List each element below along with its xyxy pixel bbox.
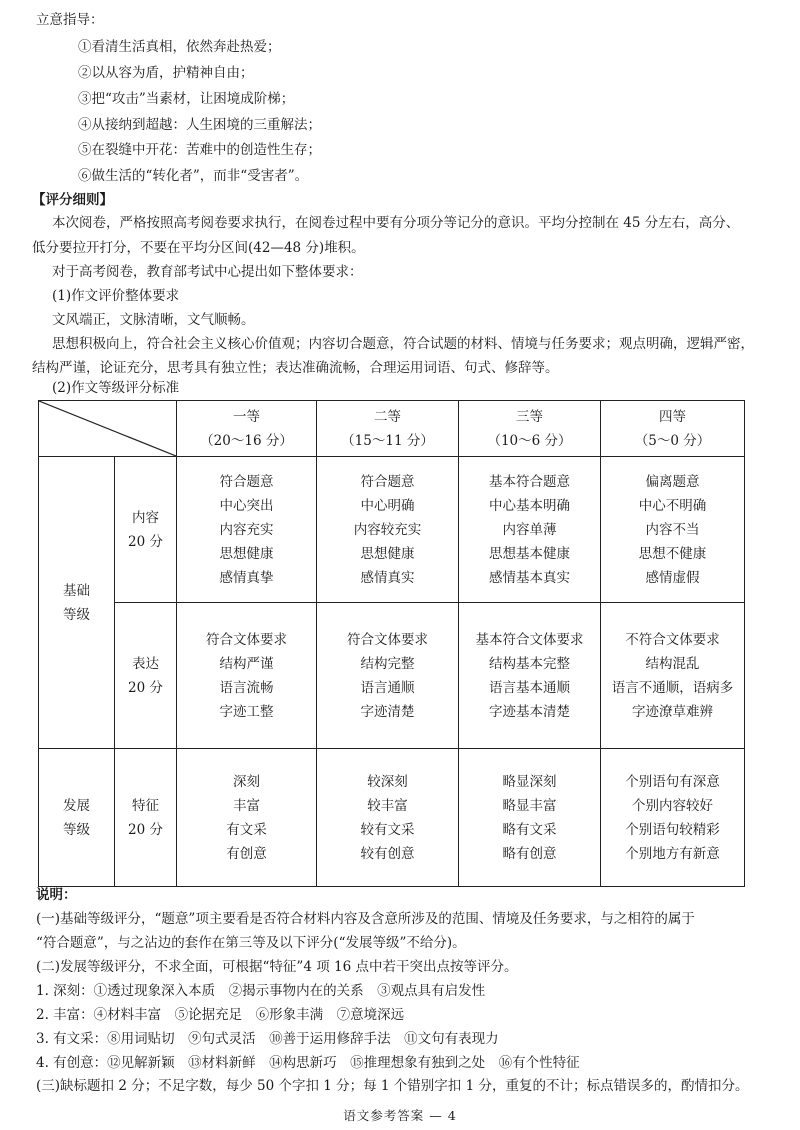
expression-name: 表达 [132, 655, 159, 672]
content-grade-4 [601, 457, 745, 603]
note-detail-1: 1. 深刻：①透过现象深入本质 ②揭示事物内在的关系 ③观点具有启发性 [36, 983, 486, 999]
table-cell-text: 略显深刻 [502, 773, 557, 790]
table-cell-text: 结构完整 [360, 655, 415, 672]
table-cell-text: 语言基本通顺 [489, 679, 570, 696]
feature-score: 20 分 [128, 821, 163, 838]
expression-label [115, 603, 177, 749]
content-score: 20 分 [128, 533, 163, 550]
dev-level-label-1: 发展 [63, 797, 90, 814]
content-grade-2 [317, 457, 459, 603]
table-cell-text: 语言流畅 [219, 679, 274, 696]
grade-4-range: （5～0 分） [634, 432, 711, 449]
content-grade-3 [459, 457, 601, 603]
feature-grade-1 [177, 749, 317, 887]
scoring-para-1b: 低分要拉开打分，不要在平均分区间(42—48 分)堆积。 [32, 240, 365, 256]
content-name: 内容 [132, 509, 159, 526]
table-cell-text: 结构混乱 [645, 655, 700, 672]
table-cell-text: 较有创意 [360, 845, 415, 862]
note-1b: “符合题意”，与之沾边的套作在第三等及以下评分(“发展等级”不给分)。 [36, 935, 466, 951]
table-cell-text: 有文采 [226, 821, 267, 838]
table-cell-text: 偏离题意 [645, 473, 700, 490]
table-cell-text: 深刻 [233, 773, 260, 790]
grade-1-header [177, 401, 317, 457]
table-cell-text: 思想健康 [360, 545, 415, 562]
table-cell-text: 内容单薄 [502, 521, 557, 538]
scoring-sub-1: (1)作文评价整体要求 [52, 288, 180, 304]
grade-3-range: （10～6 分） [487, 432, 572, 449]
table-cell-text: 符合文体要求 [347, 631, 428, 648]
table-cell-text: 略显丰富 [502, 797, 557, 814]
table-cell-text: 结构基本完整 [489, 655, 570, 672]
dev-level-label-2: 等级 [63, 821, 90, 838]
expression-grade-4 [601, 603, 745, 749]
grade-2-header [317, 401, 459, 457]
grade-2-range: （15～11 分） [341, 432, 434, 449]
table-cell-text: 字迹工整 [219, 703, 274, 720]
expression-row [39, 603, 745, 749]
note-detail-3: 3. 有文采：⑧用词贴切 ⑨句式灵活 ⑩善于运用修辞手法 ⑪文句有表现力 [36, 1031, 499, 1047]
scoring-sub-1b: 思想积极向上，符合社会主义核心价值观；内容切合题意，符合试题的材料、情境与任务要求；观点明确，逻辑严密， [52, 336, 754, 352]
table-cell-text: 个别内容较好 [632, 797, 713, 814]
table-cell-text: 思想健康 [219, 545, 274, 562]
table-cell-text: 中心突出 [219, 497, 274, 514]
guide-title: 立意指导： [36, 12, 104, 28]
table-cell-text: 内容充实 [219, 521, 274, 538]
scoring-heading: 【评分细则】 [32, 192, 113, 208]
grade-1-name: 一等 [233, 408, 260, 425]
table-cell-text: 基本符合题意 [489, 473, 570, 490]
table-cell-text: 思想不健康 [638, 545, 707, 562]
note-3: (三)缺标题扣 2 分；不足字数，每少 50 个字扣 1 分；每 1 个错别字扣 1 分，重复的不计；标点错误多的，酌情扣分。 [36, 1078, 749, 1094]
guide-item-2: ②以从容为盾，护精神自由； [78, 65, 254, 81]
table-cell-text: 较丰富 [367, 797, 408, 814]
feature-row [39, 749, 745, 887]
table-cell-text: 语言通顺 [360, 679, 415, 696]
content-grade-1 [177, 457, 317, 603]
scoring-para-2: 对于高考阅卷，教育部考试中心提出如下整体要求： [52, 264, 363, 280]
table-cell-text: 中心基本明确 [489, 497, 570, 514]
expression-grade-2 [317, 603, 459, 749]
grade-2-name: 二等 [374, 408, 401, 425]
content-label [115, 457, 177, 603]
diagonal-line [39, 401, 176, 456]
table-cell-text: 有创意 [226, 845, 267, 862]
table-cell-text: 感情真实 [360, 569, 415, 586]
scoring-sub-2: (2)作文等级评分标准 [52, 380, 180, 396]
guide-item-5: ⑤在裂缝中开花：苦难中的创造性生存； [78, 142, 321, 158]
table-cell-text: 较深刻 [367, 773, 408, 790]
table-cell-text: 中心明确 [360, 497, 415, 514]
guide-item-4: ④从接纳到超越：人生困境的三重解法； [78, 117, 321, 133]
page-footer: 语文参考答案 — 4 [343, 1108, 457, 1123]
grade-1-range: （20～16 分） [200, 432, 293, 449]
guide-item-6: ⑥做生活的“转化者”，而非“受害者”。 [78, 168, 309, 184]
expression-score: 20 分 [128, 679, 163, 696]
grade-3-name: 三等 [516, 408, 543, 425]
table-cell-text: 丰富 [233, 797, 260, 814]
feature-label [115, 749, 177, 887]
content-row [39, 457, 745, 603]
expression-grade-1 [177, 603, 317, 749]
table-cell-text: 字迹潦草难辨 [632, 703, 713, 720]
grade-4-header [601, 401, 745, 457]
table-cell-text: 中心不明确 [638, 497, 707, 514]
table-cell-text: 个别语句较精彩 [625, 821, 720, 838]
scoring-sub-1a: 文风端正，文脉清晰，文气顺畅。 [52, 312, 255, 328]
feature-grade-3 [459, 749, 601, 887]
table-cell-text: 略有创意 [502, 845, 557, 862]
table-cell-text: 个别语句有深意 [625, 773, 720, 790]
feature-name: 特征 [132, 797, 159, 814]
table-cell-text: 基本符合文体要求 [475, 631, 584, 648]
notes-heading: 说明： [36, 887, 77, 903]
table-cell-text: 语言不通顺，语病多 [611, 679, 734, 696]
table-cell-text: 个别地方有新意 [625, 845, 720, 862]
note-2: (二)发展等级评分，不求全面，可根据“特征”4 项 16 点中若干突出点按等评分。 [36, 959, 518, 975]
table-cell-text: 思想基本健康 [489, 545, 570, 562]
table-cell-text: 符合题意 [360, 473, 415, 490]
grade-3-header [459, 401, 601, 457]
guide-item-3: ③把“攻击”当素材，让困境成阶梯； [78, 91, 295, 107]
table-cell-text: 感情真挚 [219, 569, 274, 586]
table-cell-text: 符合题意 [219, 473, 274, 490]
table-cell-text: 感情虚假 [645, 569, 700, 586]
expression-grade-3 [459, 603, 601, 749]
table-cell-text: 字迹基本清楚 [489, 703, 570, 720]
grade-header-row [39, 401, 745, 457]
rubric-table [38, 400, 745, 887]
table-cell-text: 内容不当 [645, 521, 700, 538]
table-cell-text: 较有文采 [360, 821, 415, 838]
table-cell-text: 不符合文体要求 [625, 631, 720, 648]
table-cell-text: 符合文体要求 [206, 631, 287, 648]
table-cell-text: 字迹清楚 [360, 703, 415, 720]
basic-level-label-1: 基础 [63, 582, 90, 599]
basic-level-label [39, 457, 115, 749]
table-cell-text: 感情基本真实 [489, 569, 570, 586]
table-cell-text: 结构严谨 [219, 655, 274, 672]
scoring-sub-1c: 结构严谨，论证充分，思考具有独立性；表达准确流畅，合理运用词语、句式、修辞等。 [32, 360, 559, 376]
note-detail-2: 2. 丰富：④材料丰富 ⑤论据充足 ⑥形象丰满 ⑦意境深远 [36, 1007, 405, 1023]
feature-grade-2 [317, 749, 459, 887]
dev-level-label [39, 749, 115, 887]
feature-grade-4 [601, 749, 745, 887]
scoring-para-1a: 本次阅卷，严格按照高考阅卷要求执行，在阅卷过程中要有分项分等记分的意识。平均分控制在 45 分左右，高分、 [52, 215, 740, 231]
note-1a: (一)基础等级评分，“题意”项主要看是否符合材料内容及含意所涉及的范围、情境及任务要求，与之相符的属于 [36, 911, 695, 927]
grade-4-name: 四等 [659, 408, 686, 425]
table-cell-text: 略有文采 [502, 821, 557, 838]
basic-level-label-2: 等级 [63, 606, 90, 623]
guide-item-1: ①看清生活真相，依然奔赴热爱； [78, 39, 281, 55]
table-cell-text: 内容较充实 [353, 521, 422, 538]
note-detail-4: 4. 有创意：⑫见解新颖 ⑬材料新鲜 ⑭构思新巧 ⑮推理想象有独到之处 ⑯有个性特征 [36, 1055, 580, 1071]
diagonal-header-cell [39, 401, 177, 457]
